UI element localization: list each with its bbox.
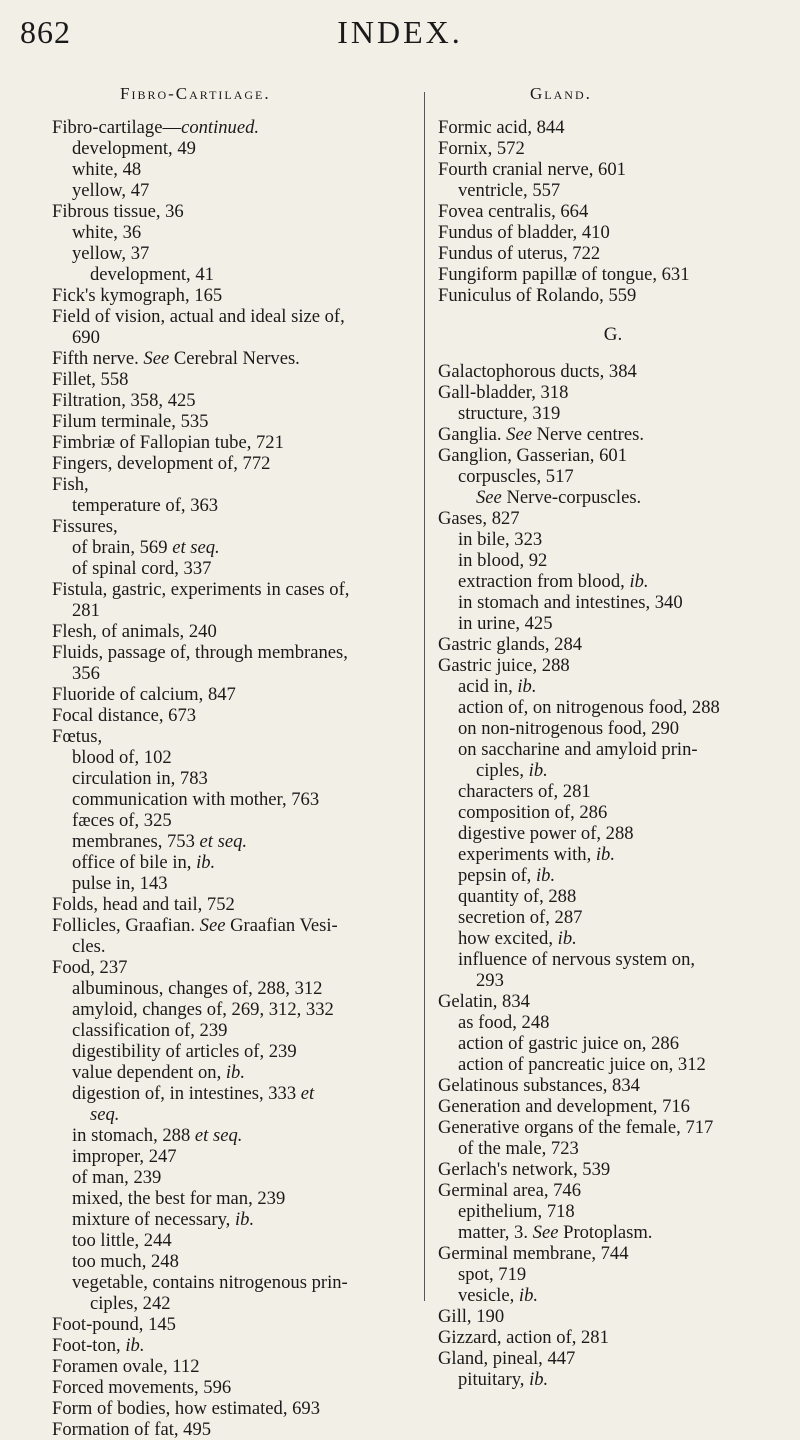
index-entry: Formation of fat, 495 [52,1419,212,1440]
index-entry: Gizzard, action of, 281 [438,1327,609,1348]
index-entry: membranes, 753 et seq. [72,831,248,852]
index-entry: ventricle, 557 [458,180,561,201]
index-entry: value dependent on, ib. [72,1062,245,1083]
index-entry: of brain, 569 et seq. [72,537,220,558]
index-entry: fæces of, 325 [72,810,172,831]
index-entry: on saccharine and amyloid prin- [458,739,698,760]
index-entry: in bile, 323 [458,529,543,550]
index-entry: Foot-ton, ib. [52,1335,145,1356]
index-entry: on non-nitrogenous food, 290 [458,718,680,739]
index-entry: Ganglia. See Nerve centres. [438,424,644,445]
index-entry: Fluids, passage of, through membranes, [52,642,348,663]
index-entry: pepsin of, ib. [458,865,556,886]
column-divider [424,92,425,1301]
index-entry: Generative organs of the female, 717 [438,1117,714,1138]
index-entry: 281 [72,600,100,621]
index-entry: improper, 247 [72,1146,177,1167]
index-entry: Fick's kymograph, 165 [52,285,223,306]
index-entry: Fourth cranial nerve, 601 [438,159,626,180]
index-entry: Gland, pineal, 447 [438,1348,576,1369]
index-entry: Forced movements, 596 [52,1377,232,1398]
index-entry: Fistula, gastric, experiments in cases of, [52,579,350,600]
index-entry: white, 48 [72,159,142,180]
index-entry: white, 36 [72,222,142,243]
index-entry: too much, 248 [72,1251,179,1272]
index-entry: characters of, 281 [458,781,591,802]
index-entry: vegetable, contains nitrogenous prin- [72,1272,348,1293]
index-entry: quantity of, 288 [458,886,577,907]
page-number: 862 [20,14,71,50]
index-entry: temperature of, 363 [72,495,219,516]
index-entry: Germinal area, 746 [438,1180,582,1201]
index-entry: Food, 237 [52,957,128,978]
index-entry: amyloid, changes of, 269, 312, 332 [72,999,334,1020]
index-entry: experiments with, ib. [458,844,615,865]
index-entry: Funiculus of Rolando, 559 [438,285,637,306]
index-entry: Fluoride of calcium, 847 [52,684,236,705]
index-entry: development, 49 [72,138,196,159]
running-head-left: Fibro-Cartilage. [120,84,271,103]
index-entry: circulation in, 783 [72,768,208,789]
index-entry: communication with mother, 763 [72,789,320,810]
index-entry: Fornix, 572 [438,138,525,159]
index-entry: spot, 719 [458,1264,527,1285]
index-entry: in blood, 92 [458,550,548,571]
index-entry: Fish, [52,474,89,495]
index-entry: action of, on nitrogenous food, 288 [458,697,720,718]
index-entry: vesicle, ib. [458,1285,539,1306]
index-entry: digestion of, in intestines, 333 et [72,1083,315,1104]
index-entry: Fundus of bladder, 410 [438,222,610,243]
index-entry: digestibility of articles of, 239 [72,1041,297,1062]
index-entry: Formic acid, 844 [438,117,565,138]
index-entry: 690 [72,327,100,348]
index-entry: as food, 248 [458,1012,550,1033]
index-entry: pulse in, 143 [72,873,168,894]
index-entry: 293 [476,970,504,991]
index-entry: development, 41 [90,264,214,285]
index-entry: classification of, 239 [72,1020,228,1041]
index-entry: 356 [72,663,100,684]
index-entry: matter, 3. See Protoplasm. [458,1222,653,1243]
index-entry: office of bile in, ib. [72,852,216,873]
index-entry: Gerlach's network, 539 [438,1159,611,1180]
index-entry: See Nerve-corpuscles. [476,487,642,508]
index-entry: of man, 239 [72,1167,162,1188]
index-entry: Gall-bladder, 318 [438,382,569,403]
index-entry: Fungiform papillæ of tongue, 631 [438,264,690,285]
index-entry: of spinal cord, 337 [72,558,212,579]
index-entry: Fissures, [52,516,118,537]
index-entry: Follicles, Graafian. See Graafian Vesi- [52,915,338,936]
index-entry: influence of nervous system on, [458,949,696,970]
index-entry: how excited, ib. [458,928,577,949]
index-entry: in stomach and intestines, 340 [458,592,683,613]
index-entry: Field of vision, actual and ideal size of, [52,306,345,327]
index-entry: cles. [72,936,106,957]
index-entry: of the male, 723 [458,1138,579,1159]
index-entry: Fovea centralis, 664 [438,201,589,222]
index-entry: Gill, 190 [438,1306,505,1327]
index-entry: yellow, 47 [72,180,150,201]
section-letter-g: G. [603,324,623,345]
index-entry: Fifth nerve. See Cerebral Nerves. [52,348,300,369]
index-entry: Gastric glands, 284 [438,634,583,655]
index-entry: Focal distance, 673 [52,705,197,726]
index-entry: Germinal membrane, 744 [438,1243,629,1264]
index-entry: Fibro-cartilage—continued. [52,117,260,138]
index-entry: Filtration, 358, 425 [52,390,196,411]
index-entry: digestive power of, 288 [458,823,634,844]
index-entry: ciples, ib. [476,760,548,781]
index-entry: seq. [90,1104,120,1125]
index-entry: corpuscles, 517 [458,466,574,487]
index-entry: Gelatin, 834 [438,991,530,1012]
running-head-right: Gland. [530,84,592,103]
index-entry: Generation and development, 716 [438,1096,690,1117]
index-entry: mixed, the best for man, 239 [72,1188,286,1209]
index-entry: Fillet, 558 [52,369,129,390]
index-entry: extraction from blood, ib. [458,571,649,592]
index-entry: Fundus of uterus, 722 [438,243,601,264]
index-entry: Gelatinous substances, 834 [438,1075,640,1096]
index-entry: yellow, 37 [72,243,150,264]
index-entry: Fingers, development of, 772 [52,453,271,474]
index-entry: Foot-pound, 145 [52,1314,176,1335]
index-entry: Gases, 827 [438,508,520,529]
index-entry: action of pancreatic juice on, 312 [458,1054,706,1075]
index-entry: action of gastric juice on, 286 [458,1033,679,1054]
index-entry: composition of, 286 [458,802,608,823]
index-entry: Filum terminale, 535 [52,411,209,432]
index-entry: Flesh, of animals, 240 [52,621,217,642]
index-entry: acid in, ib. [458,676,537,697]
index-entry: Gastric juice, 288 [438,655,570,676]
index-entry: too little, 244 [72,1230,172,1251]
index-entry: in stomach, 288 et seq. [72,1125,243,1146]
index-entry: albuminous, changes of, 288, 312 [72,978,323,999]
index-column-right [438,117,788,1390]
index-entry: pituitary, ib. [458,1369,549,1390]
index-entry: Fœtus, [52,726,103,747]
index-entry: blood of, 102 [72,747,172,768]
index-entry: epithelium, 718 [458,1201,575,1222]
index-entry: Ganglion, Gasserian, 601 [438,445,627,466]
index-entry: secretion of, 287 [458,907,583,928]
index-entry: Fimbriæ of Fallopian tube, 721 [52,432,284,453]
index-entry: Form of bodies, how estimated, 693 [52,1398,321,1419]
index-entry: ciples, 242 [90,1293,171,1314]
index-entry: Fibrous tissue, 36 [52,201,184,222]
index-entry: Galactophorous ducts, 384 [438,361,637,382]
page-title: INDEX. [337,14,463,50]
index-entry: structure, 319 [458,403,561,424]
index-column-left [52,117,414,1440]
index-entry: Foramen ovale, 112 [52,1356,200,1377]
index-entry: in urine, 425 [458,613,553,634]
index-entry: Folds, head and tail, 752 [52,894,235,915]
index-entry: mixture of necessary, ib. [72,1209,255,1230]
